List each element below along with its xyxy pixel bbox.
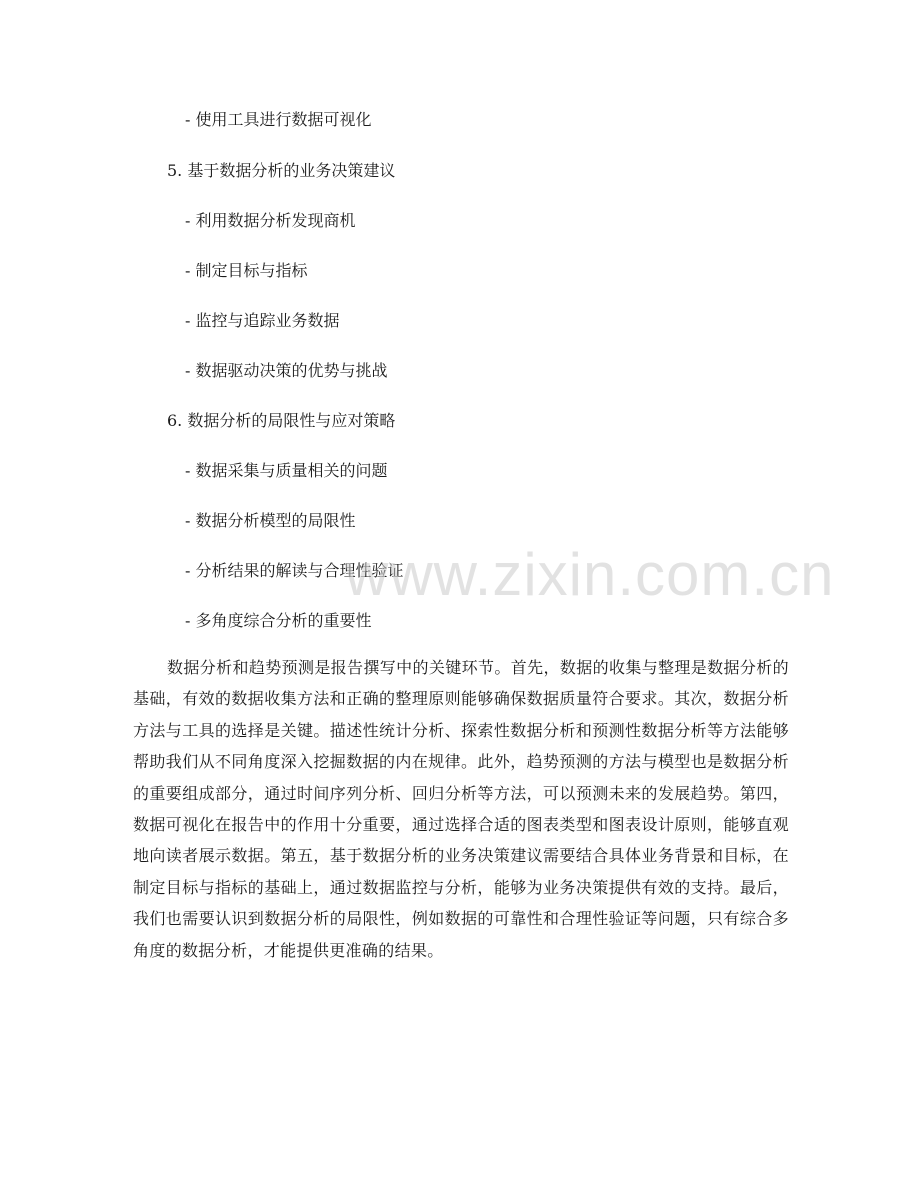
outline-item: - 利用数据分析发现商机 <box>185 211 356 230</box>
outline-item: - 分析结果的解读与合理性验证 <box>185 561 404 580</box>
outline-section-heading: 5. 基于数据分析的业务决策建议 <box>167 161 396 180</box>
watermark: www.zixin.com.cn <box>345 541 835 608</box>
outline-item: - 多角度综合分析的重要性 <box>185 611 372 630</box>
summary-paragraph: 数据分析和趋势预测是报告撰写中的关键环节。首先，数据的收集与整理是数据分析的基础，有效的数据收集方法和正确的整理原则能够确保数据质量符合要求。其次，数据分析方法与工具的选择是关键。描述性统计分析、探索性数据分析和预测性数据分析等方法能够帮助我们从不同角度深入挖掘数据的内在规律。此外，趋势预测的方法与模型也是数据分析的重要组成部分，通过时间序列分析、回归分析等方法，可以预测未来的发展趋势。第四，数据可视化在报告中的作用十分重要，通过选择合适的图表类型和图表设计原则，能够直观地向读者展示数据。第五，基于数据分析的业务决策建议需要结合具体业务背景和目标，在制定目标与指标的基础上，通过数据监控与分析，能够为业务决策提供有效的支持。最后，我们也需要认识到数据分析的局限性，例如数据的可靠性和合理性验证等问题，只有综合多角度的数据分析，才能提供更准确的结果。 <box>133 658 789 960</box>
outline-item: - 使用工具进行数据可视化 <box>185 110 372 129</box>
outline-section-heading: 6. 数据分析的局限性与应对策略 <box>167 411 396 430</box>
outline-item: - 数据驱动决策的优势与挑战 <box>185 361 388 380</box>
outline-item: - 数据采集与质量相关的问题 <box>185 461 388 480</box>
outline-item: - 数据分析模型的局限性 <box>185 511 356 530</box>
outline-item: - 制定目标与指标 <box>185 261 308 280</box>
outline-item: - 监控与追踪业务数据 <box>185 311 340 330</box>
